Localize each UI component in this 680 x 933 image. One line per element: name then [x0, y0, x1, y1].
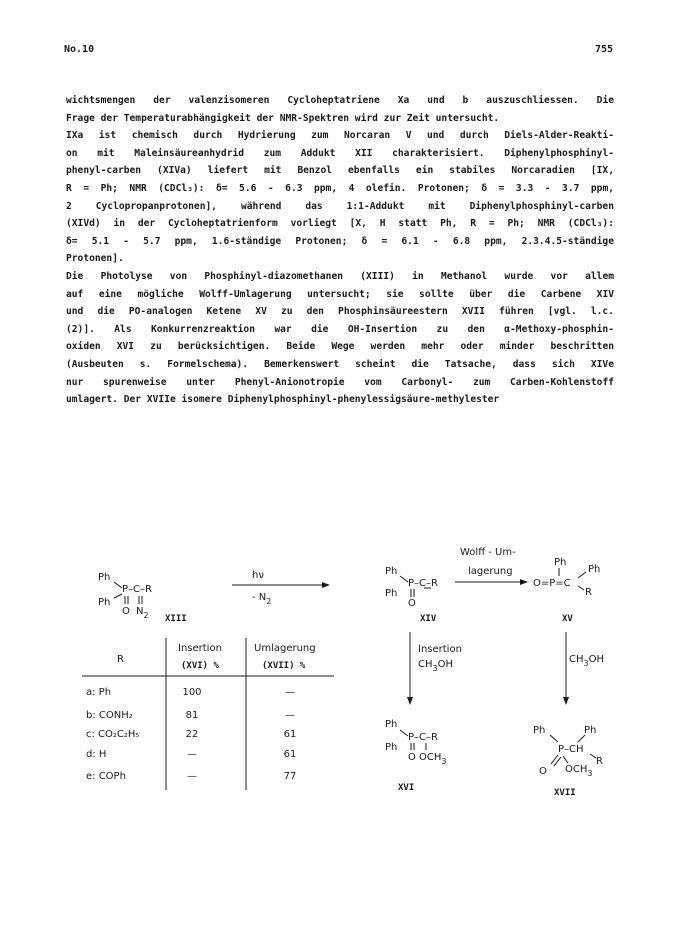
bond [590, 754, 596, 758]
xvi-core: P–C–R [408, 732, 438, 743]
text-line: IXa ist chemisch durch Hydrierung zum Norcaran V und durch Diels-Alder-Reakti- [66, 130, 614, 142]
table-cell-uml: 61 [283, 749, 297, 760]
arrow3-label-2: $CH_3OH$ [418, 659, 453, 673]
table-cell-ins: 81 [185, 710, 199, 721]
text-line: und die PO-analogen Ketene XV zu den Phosphinsäureestern XVII führen [vgl. l.c. [66, 306, 614, 318]
bond [400, 576, 408, 582]
xvii-r: R [596, 756, 603, 767]
compound-xvii [533, 725, 603, 798]
text-line: Protonen]. [66, 253, 124, 265]
xvi-oxygen: O [408, 752, 416, 763]
arrowhead [520, 579, 528, 585]
page-number: 755 [594, 44, 613, 55]
compound-xv [533, 557, 600, 624]
arrow2-label-1: Wolff - Um- [460, 547, 516, 558]
table-cell-ins: — [187, 749, 197, 760]
bond [114, 582, 122, 588]
xv-core: O=P=C [533, 578, 571, 589]
text-line: δ= 5.1 - 5.7 ppm, 1.6-ständige Protonen; δ = 6.1 - 6.8 ppm, 2.3.4.5-ständige [66, 235, 614, 247]
arrow1-bottom-label: - $N_2$ [252, 592, 272, 606]
text-line: auf eine mögliche Wolff-Umlagerung untersucht; sie sollte über die Carbene XIV [66, 288, 614, 300]
xvii-ph-right: Ph [584, 725, 597, 736]
xiii-label: XIII [165, 614, 187, 624]
xvii-label: XVII [554, 788, 576, 798]
arrowhead [563, 697, 569, 705]
table-body [86, 687, 296, 782]
table-cell-r: c: CO₂C₂H₅ [86, 729, 140, 740]
journal-issue: No.10 [64, 44, 95, 55]
xvii-oxygen: O [539, 766, 547, 777]
text-line: on mit Maleinsäureanhydrid zum Addukt XII charakterisiert. Diphenylphosphinyl- [66, 147, 614, 159]
arrow4-label: $CH_3OH$ [569, 654, 604, 668]
text-line: R = Ph; NMR (CDCl₃): δ= 5.6 - 6.3 ppm, 4 olefin. Protonen; δ = 3.3 - 3.7 ppm, [66, 182, 614, 194]
xiii-core: P–C–R [122, 584, 152, 595]
xvi-och3: $OCH_3$ [419, 752, 447, 766]
bond [578, 586, 584, 590]
xvi-ph-top: Ph [385, 719, 398, 730]
xiv-ph-bottom: Ph [385, 588, 398, 599]
body-text [66, 92, 614, 409]
arrow1-top-label: hν [252, 570, 264, 581]
double-bond [554, 757, 561, 766]
photolysis-arrow [232, 570, 330, 606]
compound-xiii [98, 572, 187, 624]
text-line: 2 Cyclopropanprotonen], während das 1:1-Addukt mit Diphenylphosphinyl-carben [66, 200, 614, 212]
arrow3-label-1: Insertion [418, 644, 462, 655]
table-header-insertion-unit: (XVI) % [181, 661, 219, 671]
text-line: phenyl-carben (XIVa) liefert mit Benzol ebenfalls ein stabiles Norcaradien [IX, [66, 165, 614, 177]
xv-ph-top: Ph [554, 557, 567, 568]
xiv-label: XIV [420, 614, 437, 624]
text-line: umlagert. Der XVIIe isomere Diphenylphosphinyl-phenylessigsäure-methylester [66, 394, 500, 406]
table-cell-ins: 100 [182, 687, 202, 698]
insertion-arrow [407, 632, 462, 705]
bond [578, 572, 586, 578]
compound-xvi [385, 719, 446, 793]
xv-label: XV [562, 614, 573, 624]
xiii-n2: $N_2$ [136, 606, 149, 620]
xvii-och3: $OCH_3$ [565, 764, 593, 778]
xiv-core: P–C–R [408, 578, 438, 589]
table-header-umlagerung-unit: (XVII) % [262, 661, 306, 671]
bond [400, 730, 408, 736]
text-line: Die Photolyse von Phosphinyl-diazomethanen (XIII) in Methanol wurde vor allem [66, 270, 614, 282]
table-header-r: R [117, 654, 124, 665]
table-cell-r: e: COPh [86, 771, 126, 782]
table-cell-uml: 61 [283, 729, 297, 740]
double-bond [551, 755, 558, 764]
bond [563, 756, 568, 763]
table-header-insertion: Insertion [178, 643, 222, 654]
table-cell-uml: — [285, 687, 295, 698]
arrow2-label-2: lagerung [468, 566, 513, 577]
arrowhead [407, 697, 413, 705]
xv-ph-right: Ph [588, 564, 601, 575]
xiv-oxygen: O [408, 598, 416, 609]
methanol-arrow [563, 632, 604, 705]
text-line: (XIVd) in der Cycloheptatrienform vorliegt [X, H statt Ph, R = Ph; NMR (CDCl₃): [66, 218, 614, 230]
text-line: Frage der Temperaturabhängigkeit der NMR-Spektren wird zur Zeit untersucht. [66, 112, 500, 124]
xiii-ph-bottom: Ph [98, 597, 111, 608]
xvii-ph-left: Ph [533, 725, 546, 736]
compound-xiv [385, 566, 438, 624]
table-cell-uml: 77 [283, 771, 297, 782]
text-line: (Ausbeuten s. Formelschema). Bemerkenswert scheint die Tatsache, dass sich XIVe [66, 358, 614, 370]
table-cell-r: d: H [86, 749, 107, 760]
bond [550, 735, 558, 742]
table-cell-uml: — [285, 710, 295, 721]
text-line: nur spurenweise unter Phenyl-Anionotropie vom Carbonyl- zum Carben-Kohlenstoff [66, 376, 614, 388]
table-cell-ins: — [187, 771, 197, 782]
xv-r: R [585, 587, 592, 598]
arrowhead [322, 582, 330, 588]
text-line: (2)]. Als Konkurrenzreaktion war die OH-Insertion zu den α-Methoxy-phosphin- [66, 323, 614, 335]
bond [114, 594, 122, 598]
xvi-ph-bottom: Ph [385, 742, 398, 753]
yield-table [82, 638, 334, 790]
xvi-label: XVI [398, 783, 415, 793]
wolff-arrow [455, 547, 528, 585]
table-cell-r: a: Ph [86, 687, 112, 698]
xiii-oxygen: O [122, 606, 130, 617]
xiv-ph-top: Ph [385, 566, 398, 577]
table-header-umlagerung: Umlagerung [254, 643, 316, 654]
table-cell-ins: 22 [185, 729, 199, 740]
table-cell-r: b: CONH₂ [86, 710, 133, 721]
text-line: wichtsmengen der valenzisomeren Cycloheptatriene Xa und b auszuschliessen. Die [66, 95, 614, 106]
xvii-core: P–CH [558, 744, 584, 755]
bond [578, 735, 585, 742]
xiii-ph-top: Ph [98, 572, 111, 583]
text-line: oxiden XVI zu berücksichtigen. Beide Wege werden mehr oder minder beschritten [66, 341, 614, 353]
